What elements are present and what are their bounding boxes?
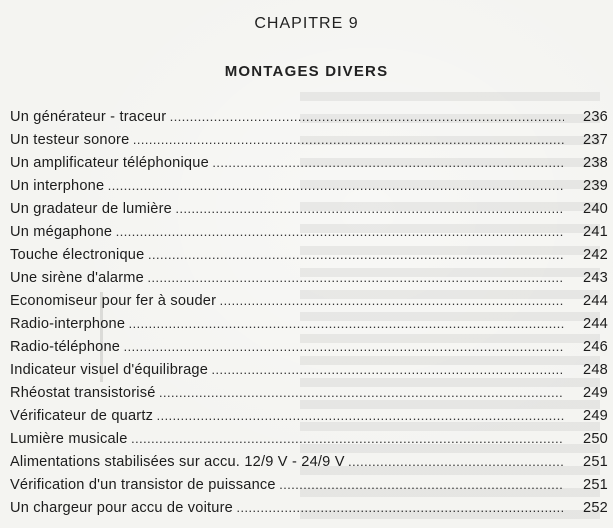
toc-entry — [10, 405, 608, 428]
toc-entry-page: 244 — [583, 293, 608, 309]
toc-entry-page: 251 — [583, 454, 608, 470]
toc-entry — [10, 244, 608, 267]
toc-entry-page: 246 — [583, 339, 608, 355]
dot-leader — [133, 129, 564, 153]
toc-entry-page: 238 — [583, 155, 608, 171]
toc-entry — [10, 497, 608, 520]
toc-entry — [10, 106, 608, 129]
section-title: MONTAGES DIVERS — [224, 63, 389, 80]
dot-leader — [148, 267, 564, 291]
chapter-heading: CHAPITRE 9 — [254, 15, 359, 32]
toc-entry-title: Un testeur sonore — [10, 132, 130, 148]
toc-entry — [10, 313, 608, 336]
toc-entry-page: 240 — [583, 201, 608, 217]
toc-entry-title: Economiseur pour fer à souder — [10, 293, 217, 309]
dot-leader — [157, 405, 564, 429]
toc-entry-title: Une sirène d'alarme — [10, 270, 144, 286]
toc-entry-page: 251 — [583, 477, 608, 493]
dot-leader — [132, 428, 564, 452]
dot-leader — [176, 198, 564, 222]
toc-entry-page: 249 — [583, 408, 608, 424]
dot-leader — [148, 244, 564, 268]
table-of-contents — [10, 106, 608, 520]
toc-entry-title: Rhéostat transistorisé — [10, 385, 156, 401]
toc-entry-title: Un gradateur de lumière — [10, 201, 172, 217]
toc-entry — [10, 359, 608, 382]
toc-entry-page: 239 — [583, 178, 608, 194]
dot-leader — [280, 474, 564, 498]
dot-leader — [116, 221, 564, 245]
toc-entry-title: Touche électronique — [10, 247, 145, 263]
toc-entry-page: 248 — [583, 362, 608, 378]
toc-entry-title: Vérification d'un transistor de puissance — [10, 477, 276, 493]
dot-leader — [124, 336, 564, 360]
toc-entry-title: Indicateur visuel d'équilibrage — [10, 362, 209, 378]
toc-entry — [10, 152, 608, 175]
toc-entry-title: Un chargeur pour accu de voiture — [10, 500, 233, 516]
dot-leader — [129, 313, 564, 337]
toc-entry — [10, 175, 608, 198]
toc-entry-page: 250 — [583, 431, 608, 447]
toc-entry — [10, 336, 608, 359]
toc-entry-title: Lumière musicale — [10, 431, 128, 447]
toc-entry — [10, 428, 608, 451]
toc-entry-title: Un générateur - traceur — [10, 109, 167, 125]
toc-entry — [10, 290, 608, 313]
toc-entry — [10, 382, 608, 405]
toc-entry-page: 249 — [583, 385, 608, 401]
dot-leader — [108, 175, 564, 199]
toc-entry-page: 241 — [583, 224, 608, 240]
toc-entry — [10, 267, 608, 290]
toc-entry-page: 252 — [583, 500, 608, 516]
toc-entry-page: 242 — [583, 247, 608, 263]
dot-leader — [170, 106, 564, 130]
toc-entry — [10, 451, 608, 474]
toc-entry-title: Radio-interphone — [10, 316, 126, 332]
toc-entry-page: 236 — [583, 109, 608, 125]
toc-entry — [10, 474, 608, 497]
toc-entry-title: Un interphone — [10, 178, 105, 194]
toc-entry-title: Vérificateur de quartz — [10, 408, 154, 424]
toc-entry-title: Alimentations stabilisées sur accu. 12/9 V - 24/9 V — [10, 454, 345, 470]
toc-entry-page: 237 — [583, 132, 608, 148]
toc-entry-page: 243 — [583, 270, 608, 286]
toc-entry-title: Radio-téléphone — [10, 339, 121, 355]
dot-leader — [212, 359, 564, 383]
toc-entry — [10, 129, 608, 152]
dot-leader — [213, 152, 564, 176]
dot-leader — [237, 497, 564, 521]
toc-entry-title: Un mégaphone — [10, 224, 113, 240]
toc-entry — [10, 198, 608, 221]
dot-leader — [220, 290, 564, 314]
dot-leader — [349, 451, 564, 475]
toc-entry-page: 244 — [583, 316, 608, 332]
dot-leader — [160, 382, 564, 406]
toc-entry-title: Un amplificateur téléphonique — [10, 155, 209, 171]
toc-entry — [10, 221, 608, 244]
